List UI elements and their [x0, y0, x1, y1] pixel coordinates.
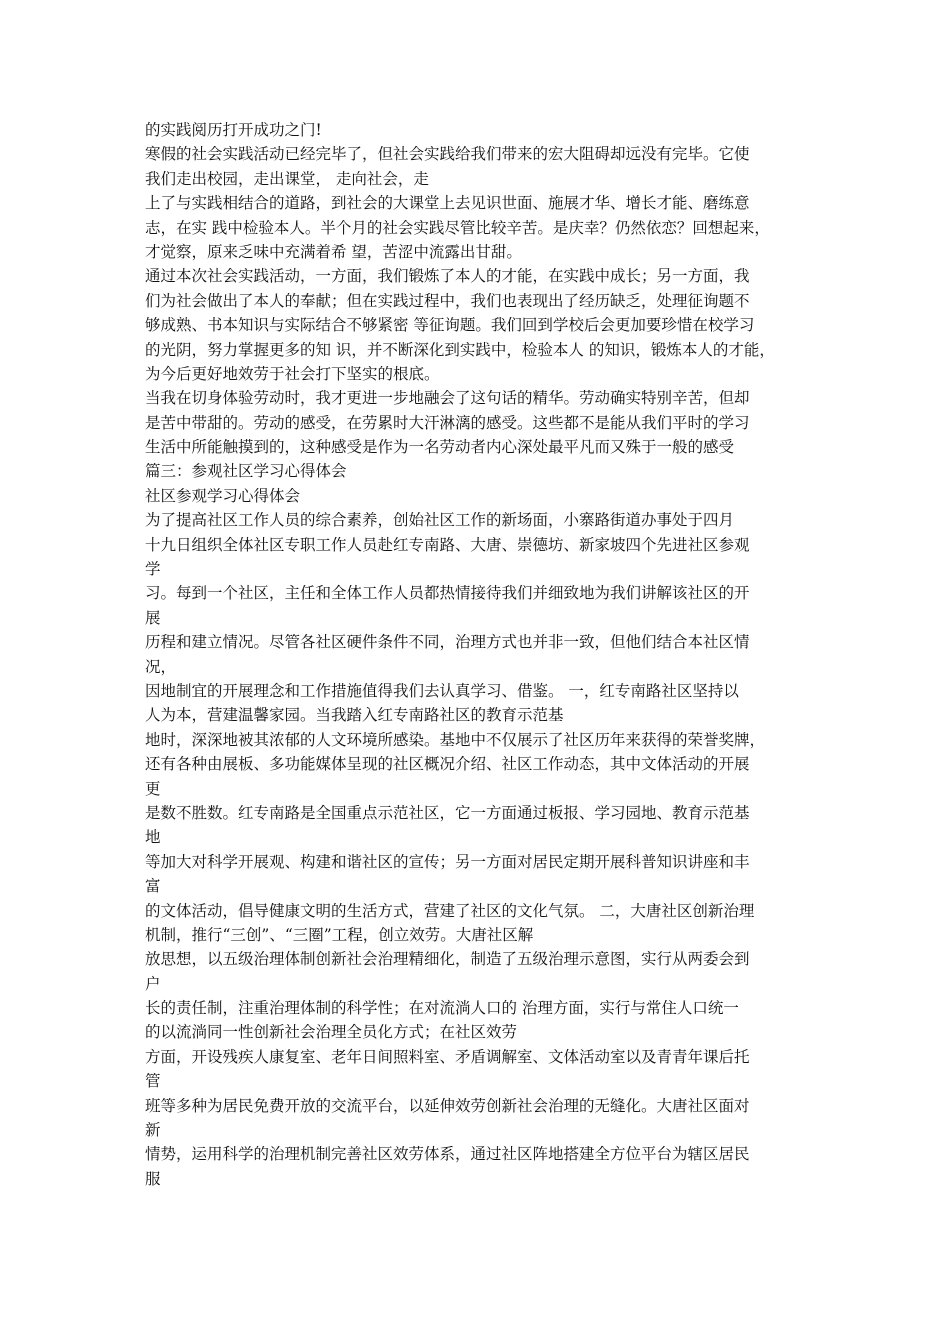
- text-line: 等加大对科学开展观、构建和谐社区的宣传；另一方面对居民定期开展科普知识讲座和丰: [145, 852, 750, 871]
- section-heading: 篇三：参观社区学习心得体会: [145, 462, 347, 481]
- text-line: 富: [145, 877, 161, 896]
- text-line: 才觉察，原来乏味中充满着希 望，苦涩中流露出甘甜。: [145, 242, 522, 261]
- text-line: 我们走出校园，走出课堂， 走向社会，走: [145, 169, 429, 188]
- text-line: 习。每到一个社区，主任和全体工作人员都热情接待我们并细致地为我们讲解该社区的开: [145, 584, 750, 603]
- text-line: 十九日组织全体社区专职工作人员赴红专南路、大唐、崇德坊、新家坡四个先进社区参观: [145, 535, 750, 554]
- text-line: 们为社会做出了本人的奉献；但在实践过程中，我们也表现出了经历缺乏，处理征询题不: [145, 291, 750, 310]
- text-line: 够成熟、书本知识与实际结合不够紧密 等征询题。我们回到学校后会更加要珍惜在校学习: [145, 316, 755, 335]
- text-line: 放思想，以五级治理体制创新社会治理精细化，制造了五级治理示意图，实行从两委会到: [145, 950, 750, 969]
- text-line: 情势，运用科学的治理机制完善社区效劳体系，通过社区阵地搭建全方位平台为辖区居民: [145, 1145, 750, 1164]
- text-line: 通过本次社会实践活动，一方面，我们锻炼了本人的才能，在实践中成长；另一方面，我: [145, 267, 750, 286]
- text-line: 的文体活动，倡导健康文明的生活方式，营建了社区的文化气氛。 二，大唐社区创新治理: [145, 901, 755, 920]
- text-line: 当我在切身体验劳动时，我才更进一步地融会了这句话的精华。劳动确实特别辛苦，但却: [145, 389, 750, 408]
- text-line: 因地制宜的开展理念和工作措施值得我们去认真学习、借鉴。 一，红专南路社区坚持以: [145, 681, 739, 700]
- text-line: 历程和建立情况。尽管各社区硬件条件不同，治理方式也并非一致，但他们结合本社区情: [145, 633, 750, 652]
- text-line: 方面，开设残疾人康复室、老年日间照料室、矛盾调解室、文体活动室以及青青年课后托: [145, 1047, 750, 1066]
- text-line: 学: [145, 560, 161, 579]
- text-line: 的光阴，努力掌握更多的知 识，并不断深化到实践中，检验本人 的知识，锻炼本人的才能，: [145, 340, 775, 359]
- text-line: 况，: [145, 657, 177, 676]
- text-line: 还有各种由展板、多功能媒体呈现的社区概况介绍、社区工作动态，其中文体活动的开展: [145, 755, 750, 774]
- text-line: 寒假的社会实践活动已经完毕了，但社会实践给我们带来的宏大阻碍却远没有完毕。它使: [145, 145, 750, 164]
- text-line: 是苦中带甜的。劳动的感受，在劳累时大汗淋漓的感受。这些都不是能从我们平时的学习: [145, 413, 750, 432]
- article-title: 社区参观学习心得体会: [145, 486, 301, 505]
- text-line: 生活中所能触摸到的，这种感受是作为一名劳动者内心深处最平凡而又殊于一般的感受: [145, 438, 735, 457]
- document-page: [145, 118, 825, 1191]
- text-line: 的实践阅历打开成功之门!: [145, 121, 322, 139]
- text-line: 管: [145, 1072, 161, 1091]
- text-line: 班等多种为居民免费开放的交流平台，以延伸效劳创新社会治理的无缝化。大唐社区面对: [145, 1096, 750, 1115]
- text-line: 是数不胜数。红专南路是全国重点示范社区，它一方面通过板报、学习园地、教育示范基: [145, 803, 750, 822]
- text-line: 新: [145, 1121, 161, 1140]
- text-line: 上了与实践相结合的道路，到社会的大课堂上去见识世面、施展才华、增长才能、磨练意: [145, 194, 750, 213]
- text-line: 为了提高社区工作人员的综合素养，创始社区工作的新场面，小寨路街道办事处于四月: [145, 511, 735, 530]
- text-line: 更: [145, 779, 161, 798]
- text-line: 服: [145, 1169, 161, 1188]
- text-line: 地时，深深地被其浓郁的人文环境所感染。基地中不仅展示了社区历年来获得的荣誉奖牌，: [145, 730, 766, 749]
- text-line: 志，在实 践中检验本人。半个月的社会实践尽管比较辛苦。是庆幸？仍然依恋？回想起来，: [145, 218, 770, 237]
- text-line: 为今后更好地效劳于社会打下坚实的根底。: [145, 364, 440, 383]
- text-line: 人为本，营建温馨家园。当我踏入红专南路社区的教育示范基: [145, 706, 564, 725]
- text-line: 户: [145, 974, 161, 993]
- text-line: 展: [145, 608, 161, 627]
- text-line: 的以流淌同一性创新社会治理全员化方式；在社区效劳: [145, 1023, 518, 1042]
- text-line: 长的责任制，注重治理体制的科学性；在对流淌人口的 治理方面，实行与常住人口统一: [145, 999, 739, 1018]
- text-line: 地: [145, 828, 161, 847]
- text-line: 机制，推行“三创”、“三圈”工程，创立效劳。大唐社区解: [145, 925, 534, 944]
